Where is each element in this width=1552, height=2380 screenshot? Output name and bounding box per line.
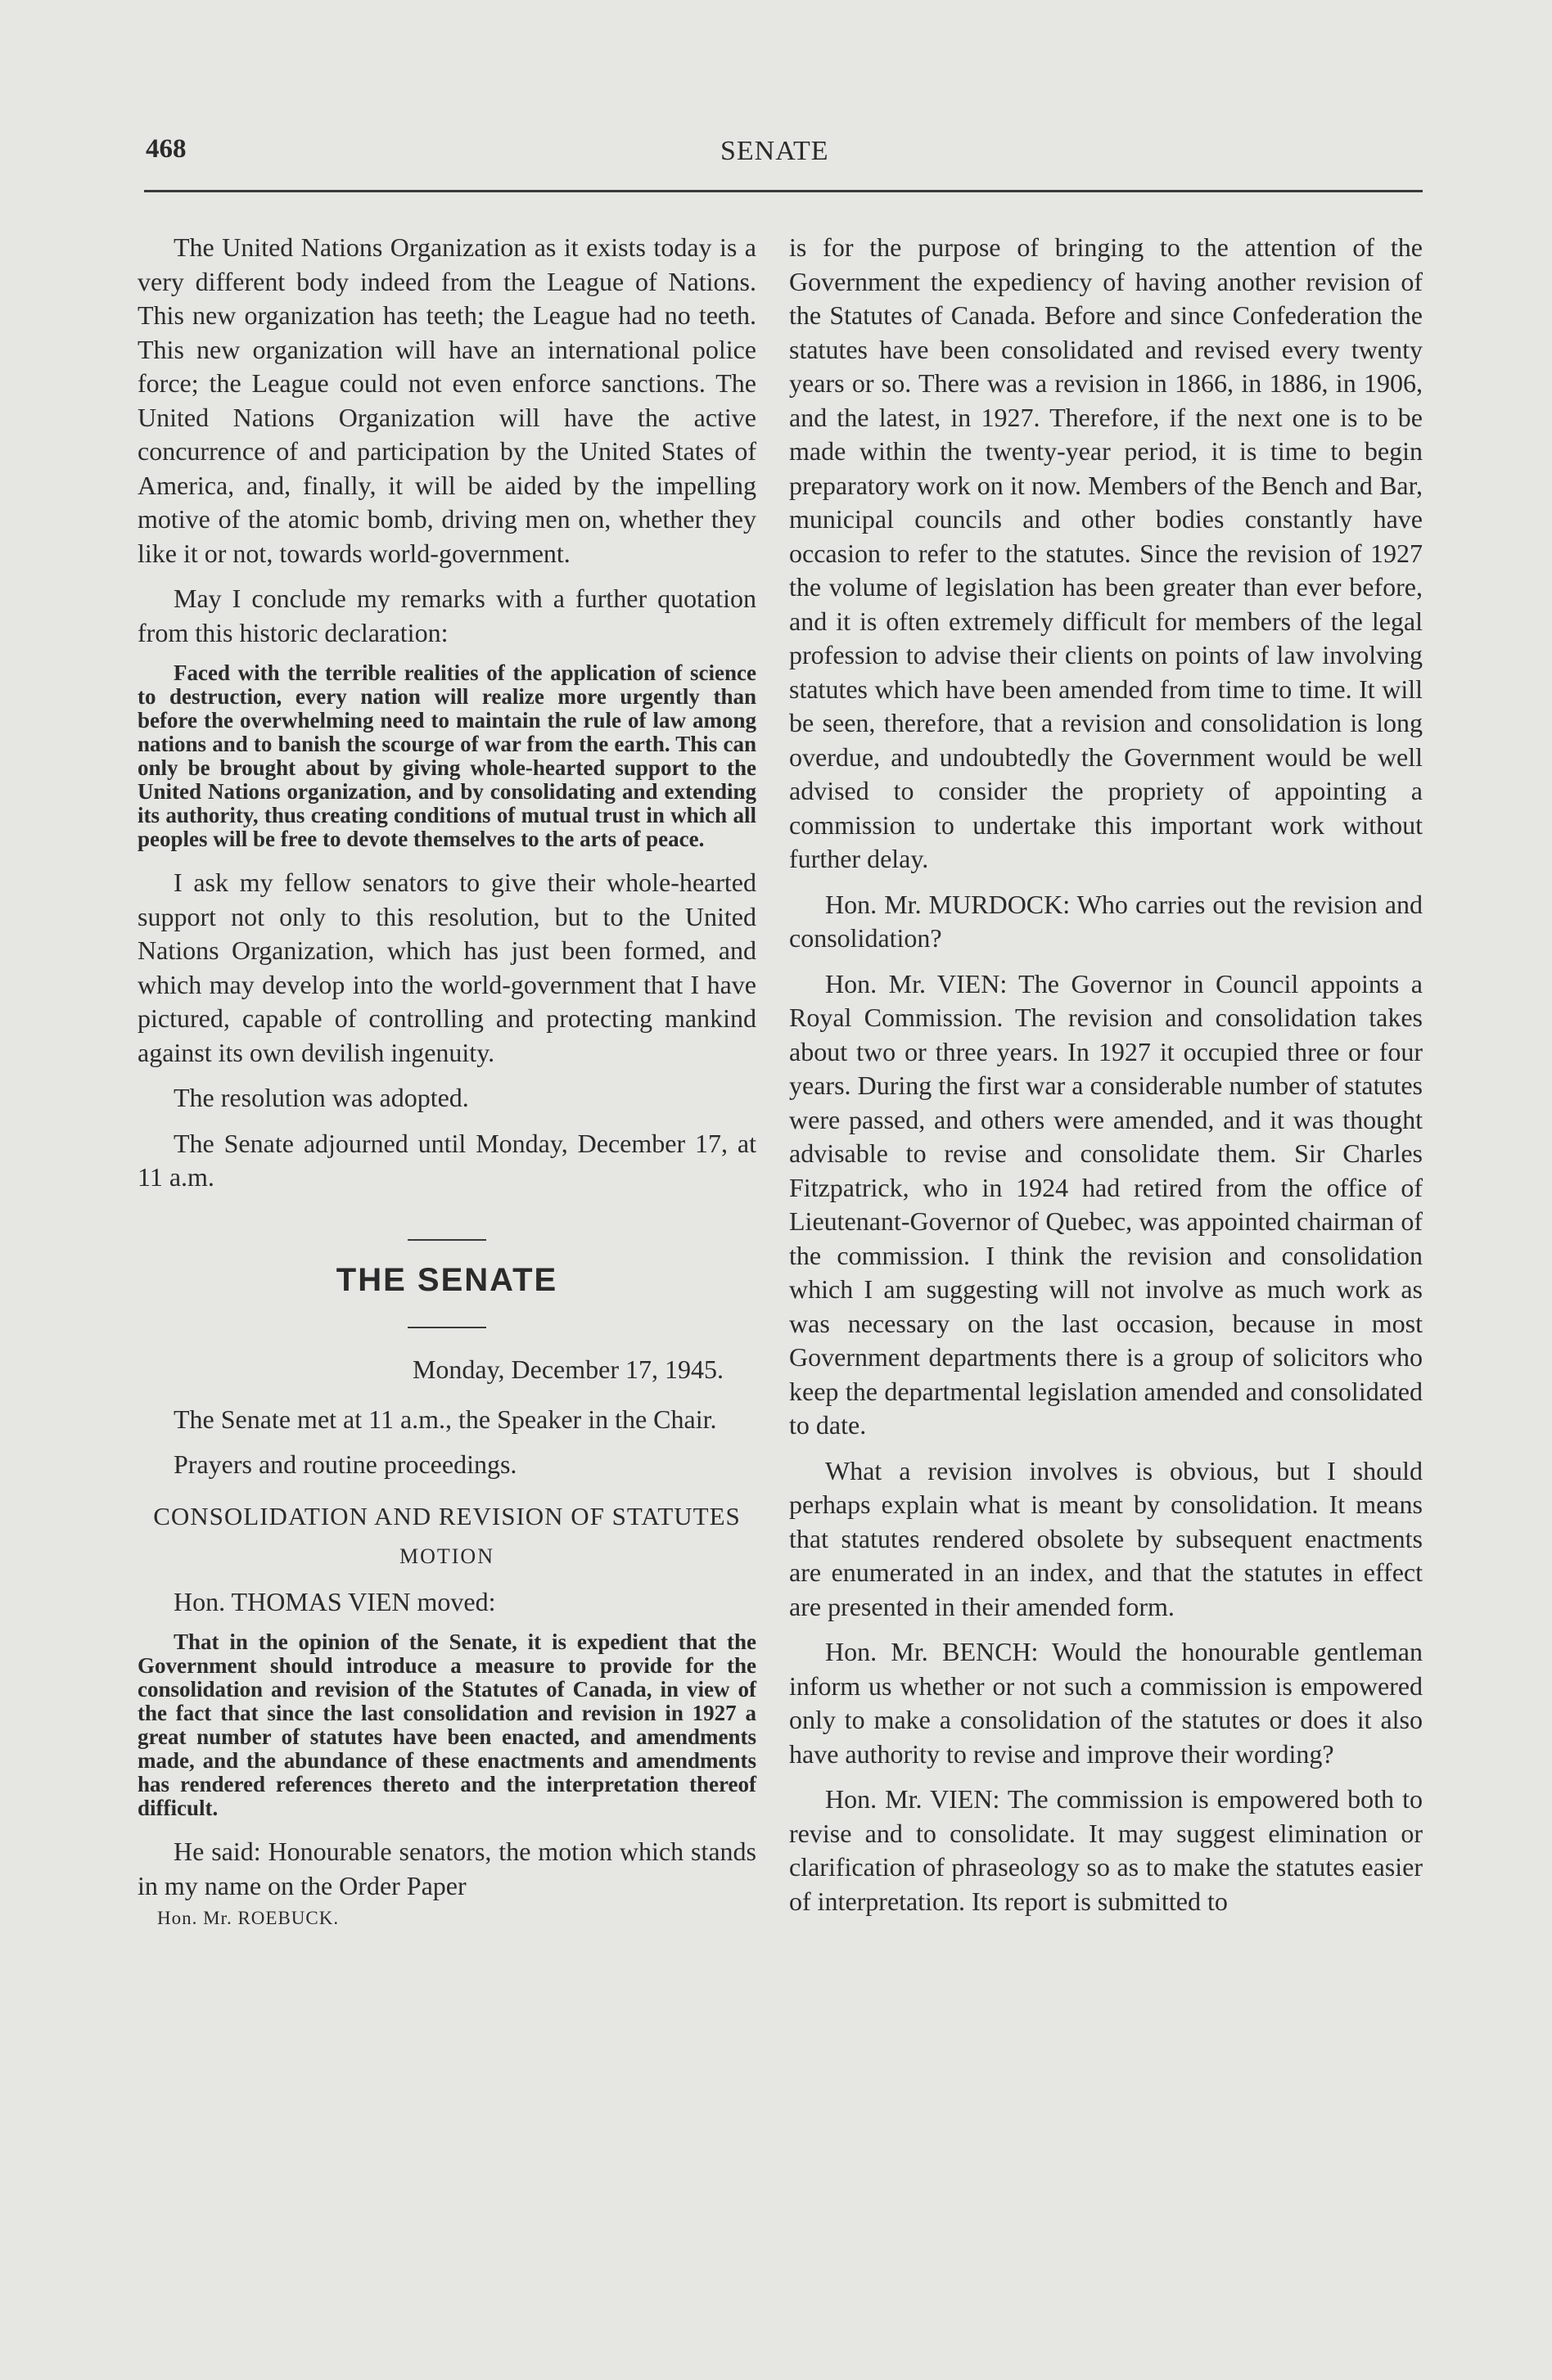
left-column	[138, 231, 756, 1929]
divider-rule-top	[408, 1239, 486, 1241]
sitting-date: Monday, December 17, 1945.	[412, 1354, 724, 1384]
resolution-adopted: The resolution was adopted.	[174, 1083, 469, 1112]
running-head: SENATE	[720, 136, 829, 166]
left-paragraph-2: May I conclude my remarks with a further quotation from this historic declaration:	[138, 584, 756, 647]
divider-rule-bottom	[408, 1327, 486, 1328]
motion-mover: Hon. THOMAS VIEN moved:	[174, 1586, 496, 1616]
page-number: 468	[146, 134, 187, 164]
section-heading: CONSOLIDATION AND REVISION OF STATUTES	[153, 1501, 741, 1530]
motion-text: That in the opinion of the Senate, it is expedient that the Government should introduce a measure to provide for the consolidation and revision of the Statutes of Canada, in view of the fact that since the last consolidation and revision in 1927 a great number of statutes have been enacted, and amendments made, and the abundance of these enactments and amendments has rendered references thereto and the interpretation thereof difficult.	[138, 1629, 756, 1820]
left-paragraph-3: I ask my fellow senators to give their whole-hearted support not only to this resolution, but to the United Nations Organization, which has just been formed, and which may develop into the world-government that I have pictured, capable of controlling and protecting mankind against its own devilish ingenuity.	[138, 868, 756, 1067]
senate-met-note: The Senate met at 11 a.m., the Speaker in the Chair.	[174, 1404, 717, 1434]
vien-answer-1: Hon. Mr. VIEN: The Governor in Council appoints a Royal Commission. The revision and consolidation takes about two or three years. In 1927 it occupied three or four years. During the first war a considerable number of statutes were passed, and others were amended, and it was thought advisable to revise and consolidate them. Sir Charles Fitzpatrick, who in 1924 had retired from the office of Lieutenant-Governor of Quebec, was appointed chairman of the commission. I think the revision and consolidation which I am suggesting will not involve as much work as was necessary on the last occasion, because in most Government departments there is a group of solicitors who keep the departmental legislation amended and consolidated to date.	[789, 968, 1423, 1440]
left-paragraph-he-said: He said: Honourable senators, the motion which stands in my name on the Order Paper	[138, 1837, 756, 1900]
senate-heading: THE SENATE	[336, 1261, 558, 1298]
right-column	[789, 231, 1423, 1930]
motion-label: MOTION	[399, 1544, 494, 1568]
footer-speaker-name: Hon. Mr. ROEBUCK.	[157, 1908, 340, 1928]
consolidation-explanation: What a revision involves is obvious, but I should perhaps explain what is meant by consolidation. It means that statutes rendered obsolete by subsequent enactments are enumerated in an index, and that the statutes in effect are presented in their amended form.	[789, 1455, 1423, 1621]
header-rule	[144, 190, 1423, 192]
left-paragraph-1: The United Nations Organization as it exists today is a very different body indeed from the League of Nations. This new organization has teeth; the League had no teeth. This new organization will have an international police force; the League could not even enforce sanctions. The United Nations Organization will have the active concurrence of and participation by the United States of America, and, finally, it will be aided by the impelling motive of the atomic bomb, driving men on, whether they like it or not, towards world-government.	[138, 232, 756, 568]
declaration-quote: Faced with the terrible realities of the application of science to destruction, every nation will realize more urgently than before the overwhelming need to maintain the rule of law among nations and to banish the scourge of war from the earth. This can only be brought about by giving whole-hearted support to the United Nations organization, and by consolidating and extending its authority, thus creating conditions of mutual trust in which all peoples will be free to devote themselves to the arts of peace.	[138, 660, 756, 851]
prayers-note: Prayers and routine proceedings.	[174, 1449, 517, 1479]
murdock-question: Hon. Mr. MURDOCK: Who carries out the revision and consolidation?	[789, 889, 1423, 953]
right-paragraph-1: is for the purpose of bringing to the attention of the Government the expediency of having another revision of the Statutes of Canada. Before and since Confederation the statutes have been consolidated and revised every twenty years or so. There was a revision in 1866, in 1886, in 1906, and the latest, in 1927. Therefore, if the next one is to be made within the twenty-year period, it is time to begin preparatory work on it now. Members of the Bench and Bar, municipal councils and other bodies constantly have occasion to refer to the statutes. Since the revision of 1927 the volume of legislation has been greater than ever before, and it is often extremely difficult for members of the legal profession to advise their clients on points of law involving statutes which have been amended from time to time. It will be seen, therefore, that a revision and consolidation is long overdue, and undoubtedly the Government would be well advised to consider the propriety of appointing a commission to undertake this important work without further delay.	[789, 232, 1423, 873]
bench-question: Hon. Mr. BENCH: Would the honourable gentleman inform us whether or not such a commission is empowered only to make a consolidation of the statutes or does it also have authority to revise and improve their wording?	[789, 1637, 1423, 1769]
adjournment-note: The Senate adjourned until Monday, December 17, at 11 a.m.	[138, 1128, 756, 1192]
vien-answer-2: Hon. Mr. VIEN: The commission is empowered both to revise and to consolidate. It may suggest elimination or clarification of phraseology so as to make the statutes easier of interpretation. Its report is submitted to	[789, 1784, 1423, 1916]
